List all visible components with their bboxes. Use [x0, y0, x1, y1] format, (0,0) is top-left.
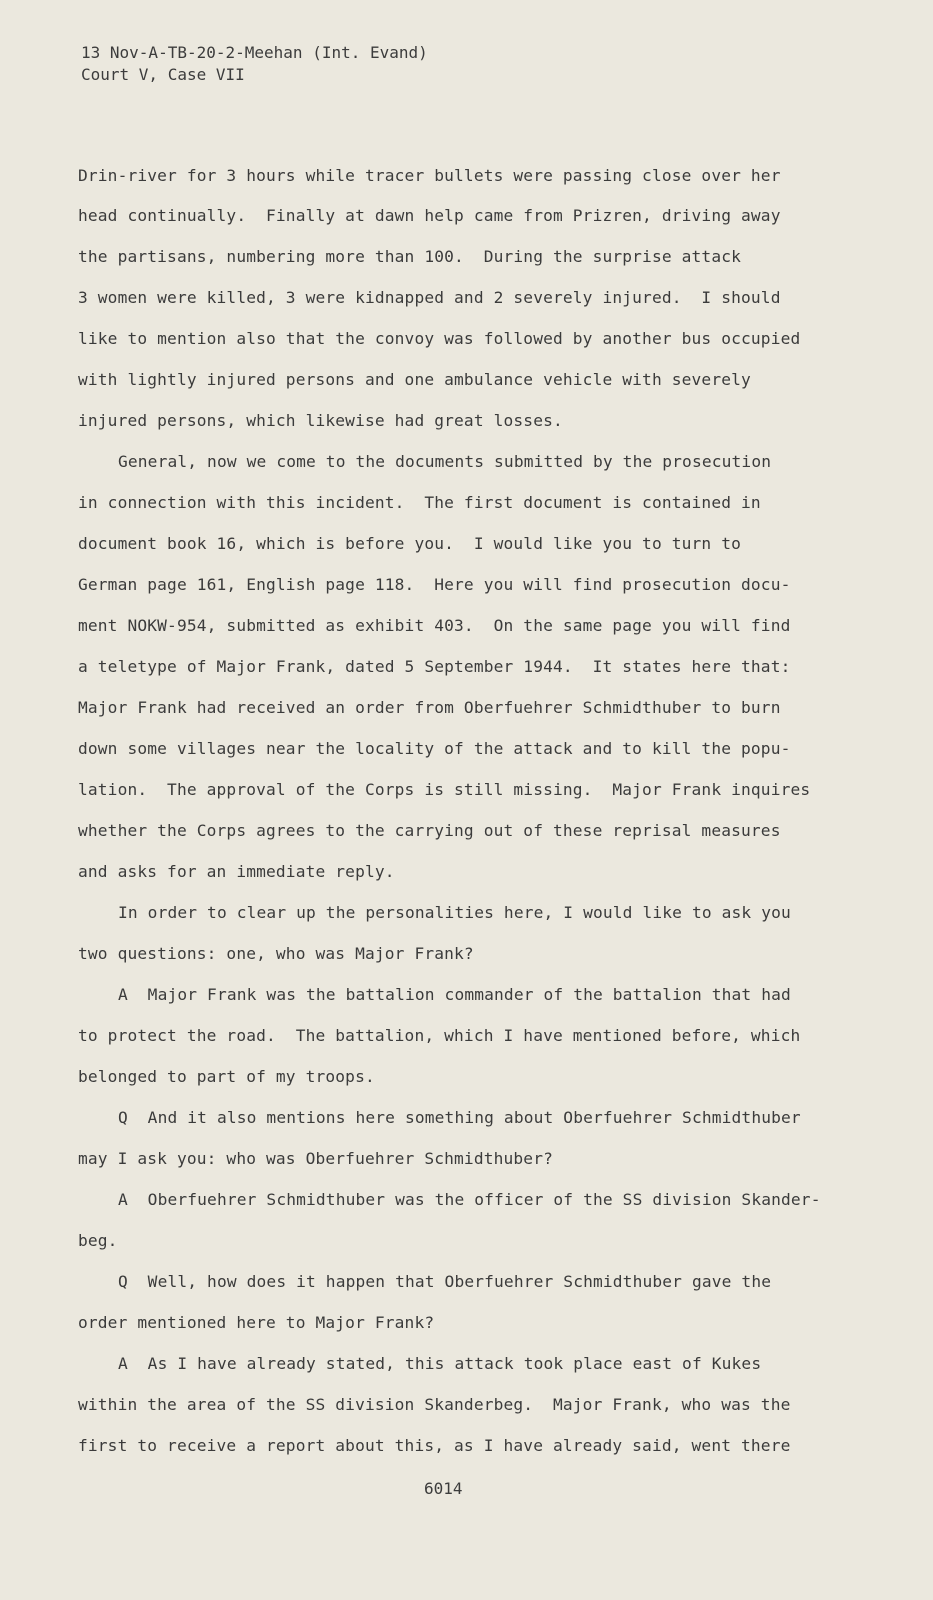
page-number: 6014	[424, 1479, 463, 1498]
text-line: ment NOKW-954, submitted as exhibit 403. On the same page you will find	[78, 616, 791, 635]
text-line: Major Frank had received an order from Oberfuehrer Schmidthuber to burn	[78, 698, 781, 717]
text-line: A Major Frank was the battalion commander of the battalion that had	[118, 985, 791, 1004]
text-line: 3 women were killed, 3 were kidnapped and 2 severely injured. I should	[78, 288, 781, 307]
header-line-2: Court V, Case VII	[81, 65, 245, 84]
text-line: injured persons, which likewise had great losses.	[78, 411, 563, 430]
text-line: to protect the road. The battalion, which I have mentioned before, which	[78, 1026, 801, 1045]
text-line: like to mention also that the convoy was followed by another bus occupied	[78, 329, 801, 348]
text-line: document book 16, which is before you. I would like you to turn to	[78, 534, 742, 553]
text-line: first to receive a report about this, as I have already said, went there	[78, 1436, 791, 1455]
text-line: General, now we come to the documents submitted by the prosecution	[118, 452, 772, 471]
text-line: a teletype of Major Frank, dated 5 September 1944. It states here that:	[78, 657, 791, 676]
document-header	[81, 42, 428, 86]
text-line: two questions: one, who was Major Frank?	[78, 944, 474, 963]
header-line-1: 13 Nov-A-TB-20-2-Meehan (Int. Evand)	[81, 43, 428, 62]
text-line: may I ask you: who was Oberfuehrer Schmidthuber?	[78, 1149, 553, 1168]
text-line: A Oberfuehrer Schmidthuber was the officer of the SS division Skander-	[118, 1190, 821, 1209]
text-line: head continually. Finally at dawn help came from Prizren, driving away	[78, 206, 781, 225]
text-line: Q And it also mentions here something about Oberfuehrer Schmidthuber	[118, 1108, 801, 1127]
text-line: within the area of the SS division Skanderbeg. Major Frank, who was the	[78, 1395, 791, 1414]
text-line: with lightly injured persons and one ambulance vehicle with severely	[78, 370, 751, 389]
text-line: down some villages near the locality of the attack and to kill the popu-	[78, 739, 791, 758]
text-line: in connection with this incident. The first document is contained in	[78, 493, 761, 512]
text-line: In order to clear up the personalities here, I would like to ask you	[118, 903, 791, 922]
text-line: Drin-river for 3 hours while tracer bullets were passing close over her	[78, 166, 781, 185]
text-line: the partisans, numbering more than 100. During the surprise attack	[78, 247, 742, 266]
text-line: beg.	[78, 1231, 118, 1250]
text-line: belonged to part of my troops.	[78, 1067, 375, 1086]
text-line: Q Well, how does it happen that Oberfuehrer Schmidthuber gave the	[118, 1272, 772, 1291]
text-line: whether the Corps agrees to the carrying out of these reprisal measures	[78, 821, 781, 840]
text-line: order mentioned here to Major Frank?	[78, 1313, 435, 1332]
text-line: and asks for an immediate reply.	[78, 862, 395, 881]
text-line: A As I have already stated, this attack took place east of Kukes	[118, 1354, 762, 1373]
text-line: German page 161, English page 118. Here you will find prosecution docu-	[78, 575, 791, 594]
text-line: lation. The approval of the Corps is still missing. Major Frank inquires	[78, 780, 811, 799]
